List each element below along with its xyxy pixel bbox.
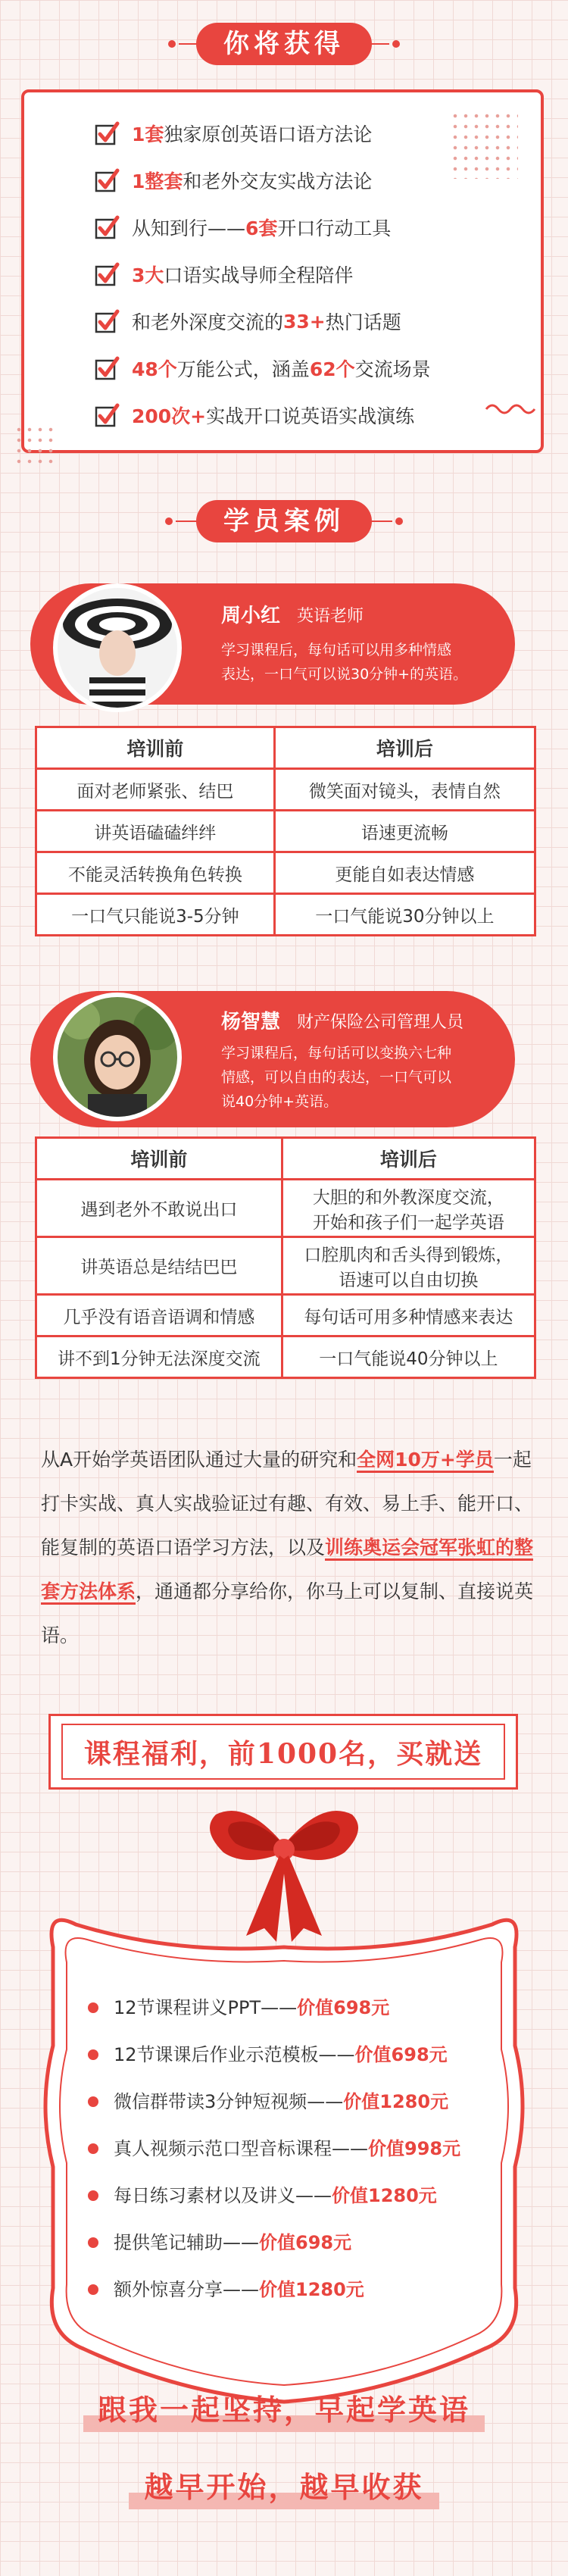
benefit-highlight: 3大 — [132, 264, 164, 286]
intro-highlight-students: 全网10万+学员 — [357, 1449, 494, 1473]
cell-after: 更能自如表达情感 — [274, 852, 535, 894]
benefit-highlight: 33+ — [283, 310, 326, 333]
case1-desc-line1: 学习课程后，每句话可以用多种情感 — [221, 642, 452, 658]
case1-avatar — [53, 583, 182, 712]
cell-before: 遇到老外不敢说出口 — [36, 1180, 282, 1237]
title-decor-dot-right — [395, 517, 403, 525]
gift-item — [114, 2181, 437, 2211]
title-decor-dot-right — [392, 40, 400, 48]
benefit-item — [132, 253, 353, 295]
cell-after-line1: 口腔肌肉和舌头得到锻炼， — [304, 1245, 513, 1265]
cell-after-line2: 语速可以自由切换 — [339, 1270, 479, 1290]
gift-item-value: 价值1280元 — [343, 2091, 449, 2112]
cell-before: 几乎没有语音语调和情感 — [36, 1295, 282, 1336]
case2-name: 杨智慧 — [221, 1011, 281, 1033]
table-row — [36, 1180, 535, 1237]
benefit-text: 和老外深度交流的 — [132, 311, 284, 333]
bullet-dot-icon — [88, 2096, 98, 2107]
table-row — [36, 894, 535, 936]
gift-item — [114, 2227, 351, 2258]
cell-before: 一口气只能说3-5分钟 — [36, 894, 275, 936]
table-row — [36, 1295, 535, 1336]
cell-before: 讲英语磕磕绊绊 — [36, 811, 275, 852]
benefit-highlight: 62个 — [309, 358, 355, 380]
case1-name: 周小红 — [221, 605, 281, 627]
checkbox-checked-icon — [94, 355, 120, 381]
bullet-dot-icon — [88, 2143, 98, 2154]
gift-item — [114, 2040, 448, 2070]
checkbox-checked-icon — [94, 308, 120, 334]
benefit-item — [132, 159, 372, 202]
benefit-text: 热门话题 — [325, 311, 401, 333]
benefit-item — [132, 394, 414, 436]
gift-item-text: 微信群带读3分钟短视频—— — [114, 2091, 344, 2112]
welfare-title: 课程福利，前1000名，买就送 — [83, 1738, 483, 1770]
case2-role: 财产保险公司管理人员 — [297, 1013, 464, 1032]
benefit-text: 万能公式，涵盖 — [176, 358, 310, 380]
cell-after — [282, 1180, 535, 1237]
case1-header-before: 培训前 — [36, 727, 275, 769]
bullet-dot-icon — [88, 2237, 98, 2248]
table-row — [36, 1336, 535, 1378]
cell-before: 不能灵活转换角色转换 — [36, 852, 275, 894]
cell-after-line1: 一口气能说40分钟以上 — [319, 1349, 498, 1369]
gift-item — [114, 1993, 389, 2023]
case1-desc-line2: 表达，一口气可以说30分钟+的英语。 — [221, 666, 468, 683]
checkbox-checked-icon — [94, 167, 120, 193]
cell-after-line2: 开始和孩子们一起学英语 — [312, 1212, 504, 1233]
gift-item-value: 价值1280元 — [332, 2185, 437, 2206]
benefit-text: 交流场景 — [354, 358, 431, 380]
case2-desc-line3: 说40分钟+英语。 — [221, 1093, 339, 1110]
title-decor-dot-left — [165, 517, 173, 525]
cell-before: 讲不到1分钟无法深度交流 — [36, 1336, 282, 1378]
case1-header-after: 培训后 — [274, 727, 535, 769]
gift-item — [114, 2134, 460, 2164]
gift-item-value: 价值998元 — [368, 2138, 461, 2159]
cell-after: 微笑面对镜头，表情自然 — [274, 769, 535, 811]
case2-table — [35, 1136, 536, 1379]
intro-text-1: 从A开始学英语团队通过大量的研究和 — [41, 1449, 357, 1471]
slogan-line-1: 跟我一起坚持，早起学英语 — [97, 2393, 470, 2427]
checkbox-checked-icon — [94, 120, 120, 146]
title-decor-line-right — [367, 521, 392, 522]
gift-item-text: 提供笔记辅助—— — [114, 2232, 259, 2253]
case2-desc-line1: 学习课程后，每句话可以变换六七种 — [221, 1045, 452, 1061]
gift-item-value: 价值698元 — [297, 1997, 390, 2018]
cell-before: 讲英语总是结结巴巴 — [36, 1237, 282, 1295]
benefit-highlight: 48个 — [132, 358, 177, 380]
benefit-text: 实战开口说英语实战演练 — [206, 405, 415, 427]
benefit-item — [132, 206, 391, 249]
case2-desc-line2: 情感，可以自由的表达，一口气可以 — [221, 1069, 452, 1086]
bullet-dot-icon — [88, 2002, 98, 2013]
gift-item-text: 额外惊喜分享—— — [114, 2279, 259, 2300]
case2-avatar — [53, 993, 182, 1121]
benefit-item — [132, 112, 372, 155]
benefit-text: 从知到行—— — [132, 217, 246, 239]
gift-item-text: 真人视频示范口型音标课程—— — [114, 2138, 368, 2159]
table-row — [36, 811, 535, 852]
intro-highlight-method: 训练奥运会冠军张虹的整套方法体系 — [41, 1537, 533, 1605]
cell-before: 面对老师紧张、结巴 — [36, 769, 275, 811]
gift-item-value: 价值1280元 — [259, 2279, 364, 2300]
benefit-highlight: 200次+ — [132, 405, 207, 427]
checkbox-checked-icon — [94, 261, 120, 287]
wave-decor-icon — [485, 402, 538, 417]
gift-item-value: 价值698元 — [354, 2044, 448, 2065]
cell-after — [282, 1295, 535, 1336]
checkbox-checked-icon — [94, 402, 120, 428]
welfare-title-box — [48, 1714, 518, 1790]
cell-after-line1: 大胆的和外教深度交流， — [312, 1187, 504, 1208]
benefit-item — [132, 347, 431, 389]
case2-header-after: 培训后 — [282, 1138, 535, 1180]
section-title-cases: 学员案例 — [196, 500, 372, 542]
intro-text-3: ，通通都分享给你，你马上可以复制、直接说英语。 — [41, 1580, 534, 1646]
gift-bow-icon — [201, 1799, 367, 1943]
benefit-highlight: 6套 — [245, 217, 278, 239]
cell-after — [282, 1237, 535, 1295]
bullet-dot-icon — [88, 2190, 98, 2201]
table-row — [36, 852, 535, 894]
table-row — [36, 1237, 535, 1295]
gift-item-text: 12节课程讲义PPT—— — [114, 1997, 298, 2018]
benefit-highlight: 1套 — [132, 123, 164, 145]
bullet-dot-icon — [88, 2284, 98, 2295]
gift-item-text: 12节课课后作业示范模板—— — [114, 2044, 355, 2065]
table-row — [36, 769, 535, 811]
intro-text-2: 一起打卡实战、真人实战验证过有趣、有效、易上手、能开口、能复制的英语口语学习方法，以及 — [41, 1449, 534, 1558]
gift-item — [114, 2087, 448, 2117]
case1-role: 英语老师 — [297, 607, 364, 626]
title-decor-dot-left — [168, 40, 176, 48]
cell-after: 一口气能说30分钟以上 — [274, 894, 535, 936]
cell-after — [282, 1336, 535, 1378]
cell-after: 语速更流畅 — [274, 811, 535, 852]
benefit-item — [132, 300, 401, 342]
benefit-text: 口语实战导师全程陪伴 — [164, 264, 354, 286]
gift-item-text: 每日练习素材以及讲义—— — [114, 2185, 332, 2206]
case1-table — [35, 726, 536, 936]
benefit-highlight: 1整套 — [132, 170, 183, 192]
title-decor-line-right — [364, 43, 389, 45]
benefit-text: 开口行动工具 — [277, 217, 392, 239]
gift-item — [114, 2274, 364, 2305]
gift-item-value: 价值698元 — [259, 2232, 352, 2253]
benefit-text: 独家原创英语口语方法论 — [164, 123, 373, 145]
bullet-dot-icon — [88, 2049, 98, 2060]
dot-pattern-decor-left — [14, 424, 59, 467]
dot-pattern-decor — [450, 111, 518, 179]
section-title-gains: 你将获得 — [196, 23, 372, 65]
case2-header-before: 培训前 — [36, 1138, 282, 1180]
cell-after-line1: 每句话可用多种情感来表达 — [304, 1307, 513, 1327]
benefit-text: 和老外交友实战方法论 — [183, 170, 373, 192]
slogan-line-2: 越早开始，越早收获 — [144, 2470, 424, 2504]
intro-paragraph — [41, 1438, 541, 1658]
checkbox-checked-icon — [94, 214, 120, 240]
